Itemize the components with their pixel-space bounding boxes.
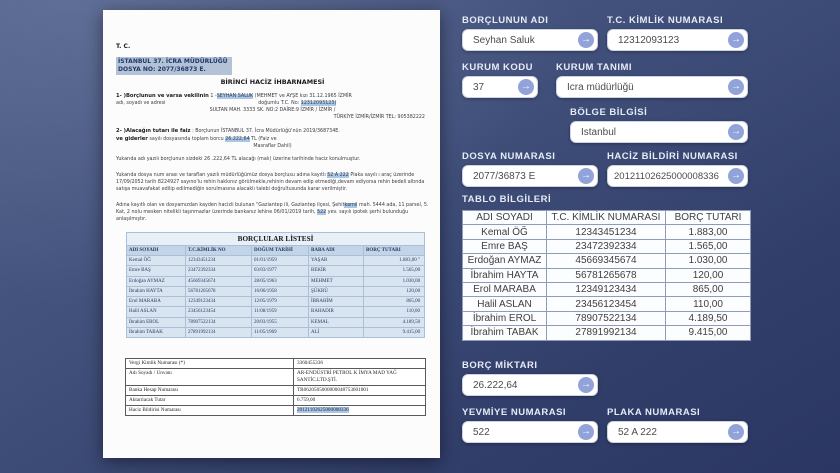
borclunun-adi-label: BORÇLUNUN ADI [462, 15, 549, 26]
borc-miktari-label: BORÇ MİKTARI [462, 360, 538, 371]
borclunun-adi-submit-button[interactable] [578, 32, 594, 48]
doc-table-row [127, 266, 425, 276]
kurum-kodu-submit-button[interactable] [518, 79, 534, 95]
item1-line2-label: adı, soyadı ve adresi [116, 101, 166, 107]
form-table-header-row [463, 211, 751, 225]
item1-pre: 1 - [210, 94, 217, 100]
table-cell: KEMAL [309, 317, 364, 327]
table-cell: 1.565,00 [364, 266, 425, 276]
form-table-row [463, 239, 751, 253]
bolge-bilgisi-label: BÖLGE BİLGİSİ [570, 107, 648, 118]
info-value: 3360455336 [294, 359, 426, 369]
amount-highlight: 26.222,64 [225, 136, 250, 142]
dosya-numarasi-input[interactable] [462, 165, 598, 187]
table-cell: Halil ASLAN [127, 307, 186, 317]
bank-info-table [125, 358, 426, 416]
arrow-right-icon: → [731, 126, 741, 137]
arrow-right-icon: → [581, 426, 591, 437]
table-cell: 78907522134 [186, 317, 252, 327]
doc-table-row [127, 276, 425, 286]
info-label: Haciz Bildirisi Numarası [126, 406, 294, 416]
item2-line1 [116, 128, 429, 136]
field-yevmiye-numarasi [462, 407, 598, 443]
doc-table-row [127, 286, 425, 296]
table-cell: 23472392334 [547, 239, 666, 253]
yevmiye-numarasi-input[interactable] [462, 421, 598, 443]
table-cell: 1.883,00 " [364, 256, 425, 266]
yevmiye-numarasi-label: YEVMİYE NUMARASI [462, 407, 567, 418]
item1-rest: (MEHMET ve AYŞE kızı 31.12.1965 İZMİR [254, 94, 352, 100]
table-cell: İBRAHİM [309, 297, 364, 307]
info-value: AR-ENDÜSTRİ PETROL K İMYA MAD YAĞ SANTİC.LTD.ŞTİ. [294, 369, 426, 386]
table-cell: 12343451234 [186, 256, 252, 266]
table-cell: 1.030,00 [666, 254, 751, 268]
item1-line4: TÜRKİYE İZMİR/İZMİR TEL: 905382222 [333, 115, 425, 121]
item2-rest2a: sayılı dosyasında toplam borcu [149, 136, 224, 142]
item2-label: 2- )Alacağın tutarı ile faiz [116, 127, 191, 134]
table-cell: İbrahim EROL [463, 311, 547, 325]
table-cell: 4.189,50 [364, 317, 425, 327]
table-cell: İbrahim HAYTA [463, 268, 547, 282]
doc-table-title: BORÇLULAR LİSTESİ [127, 232, 425, 245]
table-cell: 9.415,00 [666, 326, 751, 340]
table-cell: İbrahim HAYTA [127, 286, 186, 296]
field-borc-miktari [462, 360, 598, 396]
field-kurum-kodu [462, 62, 538, 98]
office-highlight [116, 57, 232, 75]
info-value: TR0620505000000048753601001 [294, 386, 426, 396]
info-label: Banka Hesap Numarası [126, 386, 294, 396]
info-value [294, 406, 426, 416]
item2-line2 [116, 136, 429, 144]
info-row [126, 369, 426, 386]
table-cell: Erol MARABA [127, 297, 186, 307]
table-cell: İbrahim TABAK [127, 327, 186, 337]
tc-kimlik-value: 12312093123 [618, 34, 680, 46]
plaka-numarasi-label: PLAKA NUMARASI [607, 407, 701, 418]
arrow-right-icon: → [581, 379, 591, 390]
tc-kimlik-submit-button[interactable] [728, 32, 744, 48]
form-table-row [463, 326, 751, 340]
arrow-right-icon: → [731, 34, 741, 45]
info-label: Aktarılacak Tutar [126, 396, 294, 406]
item2-rest2b: TL (Faiz ve [251, 136, 277, 142]
field-plaka-numarasi [607, 407, 748, 443]
kurum-kodu-label: KURUM KODU [462, 62, 533, 73]
table-cell: Kemal ÖĞ [127, 256, 186, 266]
borc-miktari-submit-button[interactable] [578, 377, 594, 393]
table-cell: 23456123454 [547, 297, 666, 311]
plaka-numarasi-value: 52 A 222 [618, 426, 657, 438]
table-cell: 12349123434 [186, 297, 252, 307]
arrow-right-icon: → [731, 426, 741, 437]
plaka-numarasi-submit-button[interactable] [728, 424, 744, 440]
table-cell: YAŞAR [309, 256, 364, 266]
table-cell: 78907522134 [547, 311, 666, 325]
table-cell: ŞÜKRÜ [309, 286, 364, 296]
table-cell: İbrahim TABAK [463, 326, 547, 340]
borc-miktari-value: 26.222,64 [473, 379, 518, 391]
info-row [126, 386, 426, 396]
form-table-row [463, 254, 751, 268]
table-cell: 45669345674 [186, 276, 252, 286]
table-cell: 1.565,00 [666, 239, 751, 253]
dogumlu-label: doğumlu T.C. No: [258, 101, 300, 107]
table-cell: 23456123454 [186, 307, 252, 317]
table-cell: 4.189,50 [666, 311, 751, 325]
tc-kimlik-label: T.C. KİMLİK NUMARASI [607, 15, 724, 26]
para3-b: mah. 5444 ada, 11 parsel, 5. Kat, 2 nolu mesken nitelikli taşınmazlar üzerinde bankanız lehine 06/01/2019 tarih, [116, 202, 429, 215]
table-cell: 28/05/1963 [252, 276, 309, 286]
table-cell: 56781265678 [186, 286, 252, 296]
table-cell: 27891992134 [186, 327, 252, 337]
dosya-no: 2077/36873 E. [157, 65, 206, 73]
info-label: Adı Soyadı / Unvanı [126, 369, 294, 386]
table-cell: 110,00 [364, 307, 425, 317]
document-page [103, 10, 440, 458]
doc-col-header: DOĞUM TARİHİ [252, 245, 309, 255]
debtor-name-highlight: SEYHAN SALUK [216, 94, 254, 100]
borclunun-adi-value: Seyhan Saluk [473, 34, 535, 46]
table-cell: 1.030,00 [364, 276, 425, 286]
dosya-label: DOSYA NO: [118, 65, 156, 73]
haciz-bildiri-label: HACİZ BİLDİRİ NUMARASI [607, 151, 738, 162]
table-cell: Emre BAŞ [127, 266, 186, 276]
form-table-row [463, 225, 751, 239]
item1-line3: SULTAN MAH. 3333 SK. NO:2 DAİRE:9 İZMİR / İZMİR / [209, 108, 336, 114]
kurum-tanimi-label: KURUM TANIMI [556, 62, 633, 73]
haciz-no-highlight: 20121102625000008336 [297, 407, 349, 414]
table-cell: 20/03/1955 [252, 317, 309, 327]
item1-label: 1- )Borçlunun ve varsa vekilinin [116, 93, 209, 100]
kurum-tanimi-value: İcra müdürlüğü [567, 81, 634, 93]
para3-a: Adına kayıtlı olan ve dosyamızdan kayden hacizli bulunan "Gaziantep ili, Gaziantep ilçesi, Şehit [116, 202, 345, 208]
form-table-row [463, 297, 751, 311]
table-cell: 56781265678 [547, 268, 666, 282]
field-borclunun-adi [462, 15, 598, 51]
info-row [126, 359, 426, 369]
bolge-bilgisi-input[interactable] [570, 121, 748, 143]
form-col-header: BORÇ TUTARI [666, 211, 751, 225]
doc-table-row [127, 327, 425, 337]
table-cell: 12/05/1979 [252, 297, 309, 307]
table-cell: 120,00 [364, 286, 425, 296]
yevmiye-numarasi-submit-button[interactable] [578, 424, 594, 440]
table-cell: 9.415,00 [364, 327, 425, 337]
table-cell: Halil ASLAN [463, 297, 547, 311]
table-cell: Emre BAŞ [463, 239, 547, 253]
form-col-header: T.C. KİMLİK NUMARASI [547, 211, 666, 225]
tc-no-highlight: 12312093123) [300, 101, 337, 107]
dosya-numarasi-value: 2077/36873 E [473, 170, 536, 182]
office-name: İSTANBUL 37. İCRA MÜDÜRLÜĞÜ [118, 57, 228, 65]
field-tc-kimlik [607, 15, 748, 51]
doc-table-row [127, 307, 425, 317]
arrow-right-icon: → [581, 170, 591, 181]
bolge-bilgisi-submit-button[interactable] [728, 124, 744, 140]
table-cell: 03/03/1977 [252, 266, 309, 276]
doc-table-title-row [127, 232, 425, 245]
doc-col-header: BABA ADI [309, 245, 364, 255]
dosya-numarasi-submit-button[interactable] [578, 168, 594, 184]
table-cell: 11/05/1969 [252, 327, 309, 337]
yevmiye-highlight: 522 [317, 209, 327, 215]
kurum-kodu-value: 37 [473, 81, 485, 93]
info-value: 6.759,00 [294, 396, 426, 406]
item1-line1 [116, 93, 429, 101]
table-cell: 12343451234 [547, 225, 666, 239]
borclunun-adi-input[interactable] [462, 29, 598, 51]
doc-col-header: ADI SOYADI [127, 245, 186, 255]
table-cell: 23472392334 [186, 266, 252, 276]
plaka-numarasi-input[interactable] [607, 421, 748, 443]
borclular-listesi-table [126, 232, 425, 339]
table-cell: Erol MARABA [463, 282, 547, 296]
arrow-right-icon: → [731, 81, 741, 92]
field-bolge-bilgisi [570, 107, 748, 143]
table-cell: Kemal ÖĞ [463, 225, 547, 239]
form-table-row [463, 282, 751, 296]
document-title: BİRİNCİ HACİZ İHBARNAMESİ [220, 77, 325, 86]
tablo-bilgileri-label: TABLO BİLGİLERİ [462, 194, 552, 205]
table-cell: Erdoğan AYMAZ [463, 254, 547, 268]
info-label: Vergi Kimlik Numarası (*) [126, 359, 294, 369]
para2-a: Yukarıda dosya num arası ve tarafları yazılı müdürlüğümüz dosya borçlusu adına kayıtlı [116, 172, 326, 178]
table-cell: 865,00 [364, 297, 425, 307]
dosya-numarasi-label: DOSYA NUMARASI [462, 151, 556, 162]
paragraph-property [116, 203, 429, 224]
paragraph-vehicle [116, 173, 429, 194]
document-office-block [116, 52, 429, 75]
form-table-row [463, 311, 751, 325]
info-row [126, 396, 426, 406]
doc-col-header: BORÇ TUTARI [364, 245, 425, 255]
table-cell: BAHADIR [309, 307, 364, 317]
arrow-right-icon: → [521, 81, 531, 92]
kurum-tanimi-input[interactable] [556, 76, 748, 98]
table-cell: 11/08/1959 [252, 307, 309, 317]
para3-c: yev. sayılı ipotek şerhi bulunduğu anlaşılmıştır. [116, 209, 409, 222]
tablo-bilgileri-table [462, 210, 751, 341]
table-cell: BEKİR [309, 266, 364, 276]
tc-kimlik-input[interactable] [607, 29, 748, 51]
item2-line3: Masraflar Dahil) [253, 143, 292, 149]
borc-miktari-input[interactable] [462, 374, 598, 396]
field-dosya-numarasi [462, 151, 598, 187]
table-cell: 865,00 [666, 282, 751, 296]
table-cell: ALİ [309, 327, 364, 337]
arrow-right-icon: → [581, 34, 591, 45]
paragraph-haciz: Yukarıda adı yazılı borçlunun sizdeki 26 .222,64 TL alacağı (malı) üzerine tarihinde haciz konulmuştur. [116, 156, 361, 162]
table-cell: 1.883,00 [666, 225, 751, 239]
plate-highlight: 52 A 222 [327, 172, 349, 178]
field-kurum-tanimi [556, 62, 748, 98]
bolge-bilgisi-value: İstanbul [581, 126, 617, 138]
form-table-row [463, 268, 751, 282]
table-cell: 45669345674 [547, 254, 666, 268]
haciz-bildiri-value: 20121102625000008336 [614, 170, 719, 182]
table-cell: Erdoğan AYMAZ [127, 276, 186, 286]
field-haciz-bildiri-numarasi [607, 151, 748, 187]
item2-rest1: : Borçlunun İSTANBUL 37. İcra Müdürlüğü'nün 2019/368734E. [192, 128, 340, 134]
table-cell: 27891992134 [547, 326, 666, 340]
para2-b: Plaka sayılı ı araç üzerinde 17/09/2052 tarih 8224927 sayıno'lu rehin hakkınız görülmekle,rehinin devam edip etmediği,devam ediyorsa rehin bedeli altında satışa muavafakat edilip edilmediğin sorulmasına alacaklı talebi doğrultusunda karar verilmiştir. [116, 172, 425, 192]
haciz-bildiri-submit-button[interactable] [728, 168, 744, 184]
table-cell: MEHMET [309, 276, 364, 286]
doc-table-header-row [127, 245, 425, 255]
table-cell: İbrahim EROL [127, 317, 186, 327]
form-col-header: ADI SOYADI [463, 211, 547, 225]
item2-label2: ve giderler [116, 135, 148, 142]
table-cell: 120,00 [666, 268, 751, 282]
info-row [126, 406, 426, 416]
table-cell: 01/01/1959 [252, 256, 309, 266]
haciz-bildiri-input[interactable] [607, 165, 748, 187]
document-tc-heading: T. C. [116, 43, 131, 50]
doc-table-row [127, 317, 425, 327]
doc-table-row [127, 297, 425, 307]
kamil-highlight: kamil [344, 202, 358, 208]
doc-table-row [127, 256, 425, 266]
doc-col-header: T.C.KİMLİK NO [186, 245, 252, 255]
table-cell: 16/06/1958 [252, 286, 309, 296]
dosya-line [118, 66, 228, 74]
table-cell: 110,00 [666, 297, 751, 311]
kurum-tanimi-submit-button[interactable] [728, 79, 744, 95]
kurum-kodu-input[interactable] [462, 76, 538, 98]
table-cell: 12349123434 [547, 282, 666, 296]
yevmiye-numarasi-value: 522 [473, 426, 490, 438]
arrow-right-icon: → [731, 170, 741, 181]
